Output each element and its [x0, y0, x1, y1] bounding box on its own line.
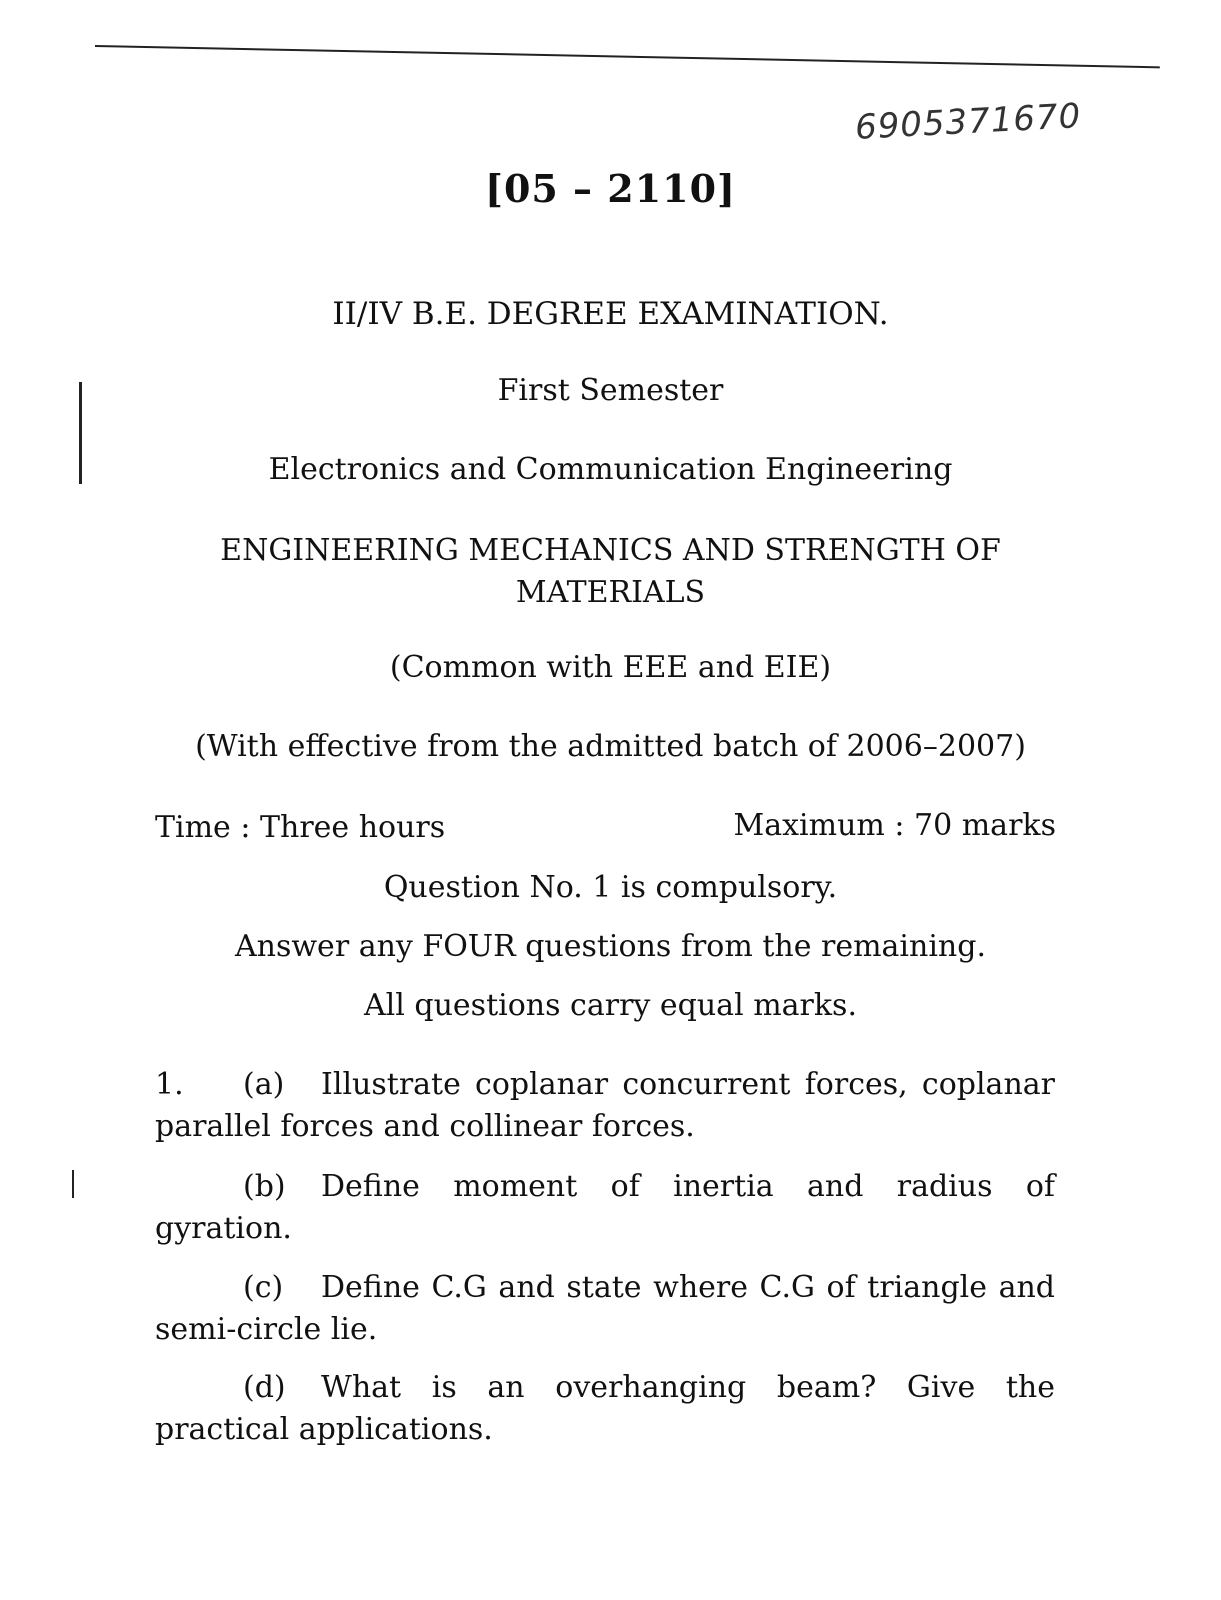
top-rule-divider [95, 45, 1160, 68]
question-number: 1. [155, 1067, 184, 1102]
common-with-note: (Common with EEE and EIE) [389, 650, 832, 685]
maximum-marks: Maximum : 70 marks [733, 808, 1056, 843]
part-label: (d) [243, 1370, 286, 1405]
subject-title-line: ENGINEERING MECHANICS AND STRENGTH OF [220, 533, 1001, 568]
branch: Electronics and Communication Engineering [268, 452, 953, 487]
question-part [155, 1064, 1055, 1148]
question-part [155, 1166, 1055, 1250]
semester: First Semester [497, 373, 724, 408]
question-part [155, 1267, 1055, 1351]
question-part [155, 1367, 1055, 1451]
instruction: Question No. 1 is compulsory. [383, 870, 838, 905]
paper-code: [05 – 2110] [484, 166, 737, 211]
part-label: (a) [243, 1067, 285, 1102]
handwritten-number: 6905371670 [854, 96, 1083, 148]
part-text: What is an overhanging beam? Give the practical applications. [155, 1370, 1055, 1447]
effective-batch-note: (With effective from the admitted batch of 2006–2007) [195, 729, 1026, 764]
subject-title [0, 530, 1221, 614]
part-label: (b) [243, 1169, 286, 1204]
part-label: (c) [243, 1270, 284, 1305]
time-allowed: Time : Three hours [155, 810, 446, 845]
exam-title: II/IV B.E. DEGREE EXAMINATION. [332, 296, 889, 332]
scan-margin-mark [72, 1170, 74, 1198]
part-text: Define C.G and state where C.G of triangle and semi-circle lie. [155, 1270, 1055, 1347]
instruction: All questions carry equal marks. [364, 988, 857, 1023]
part-text: Define moment of inertia and radius of gyration. [155, 1169, 1055, 1246]
subject-title-line: MATERIALS [515, 575, 706, 610]
instruction: Answer any FOUR questions from the remaining. [235, 929, 986, 964]
part-text: Illustrate coplanar concurrent forces, coplanar parallel forces and collinear forces. [155, 1067, 1055, 1144]
